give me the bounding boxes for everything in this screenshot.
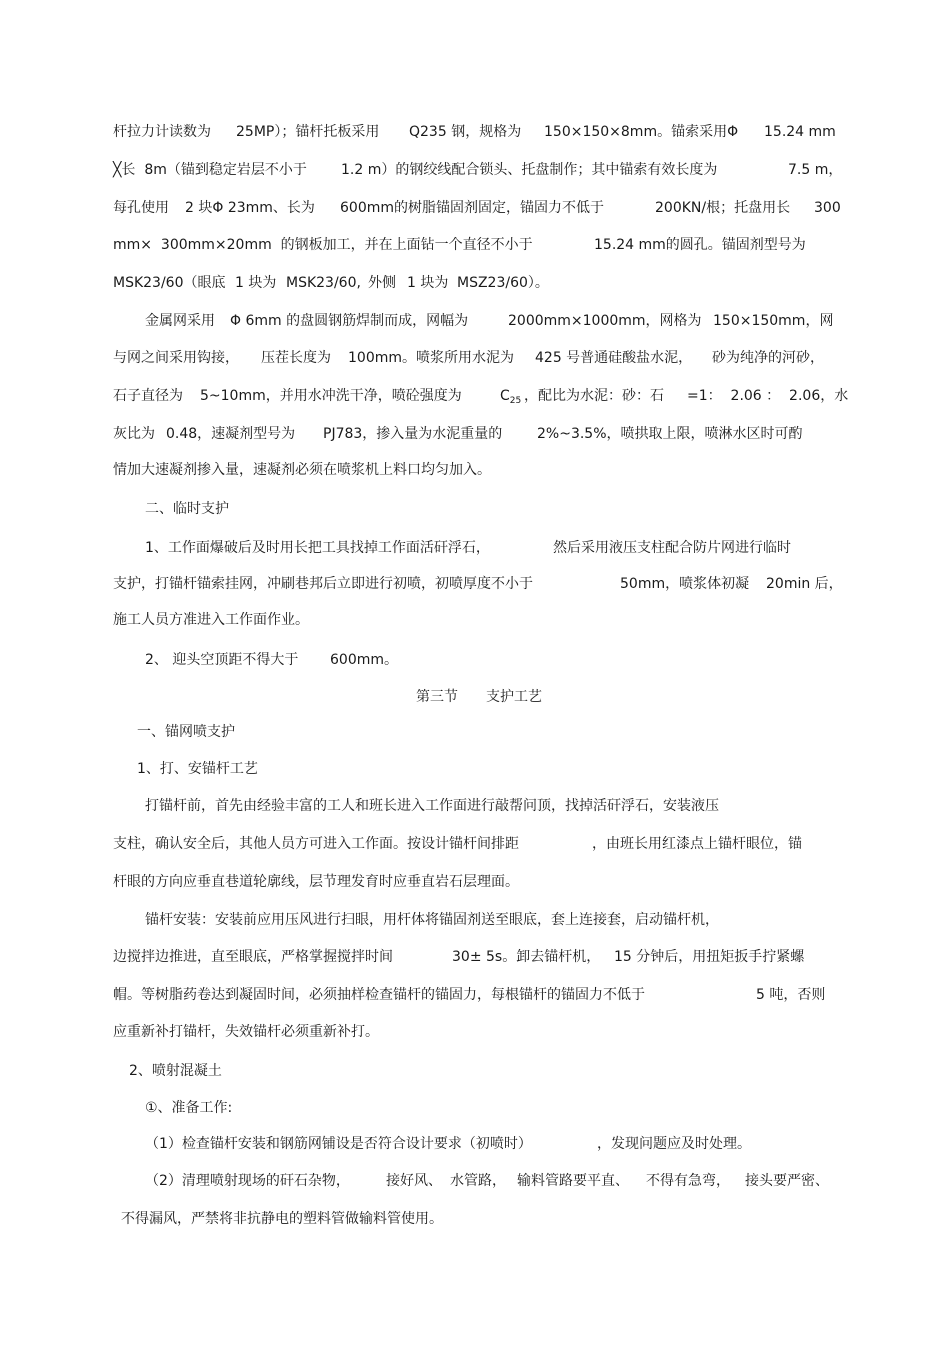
- paragraph-3-line-3: [0, 611, 309, 647]
- heading-text: 2、喷射混凝土: [129, 1063, 222, 1079]
- text-segment: （2）清理喷射现场的矸石杂物，: [145, 1173, 350, 1189]
- text-segment: ，发现问题应及时处理。: [597, 1136, 751, 1152]
- text-segment: 600mm的树脂锚固剂固定，锚固力不低于: [340, 200, 604, 216]
- text-segment: ，配比为水泥：砂：石: [524, 388, 664, 404]
- text-segment: 水管路，: [450, 1173, 506, 1189]
- text-segment: 帽。等树脂药卷达到凝固时间，必须抽样检查锚杆的锚固力，每根锚杆的锚固力不低于: [113, 987, 645, 1003]
- text-segment: 打锚杆前，首先由经验丰富的工人和班长进入工作面进行敲帮问顶，找掉活矸浮石，安装液压: [145, 798, 719, 814]
- text-segment: 2 块Φ 23mm、长为: [185, 200, 315, 216]
- text-segment: ╳长 8m（锚到稳定岩层不小于: [113, 162, 307, 178]
- text-segment: 7.5 m，: [788, 162, 843, 178]
- text-segment: 150×150mm，网: [713, 313, 834, 329]
- section-number: 第三节: [416, 689, 458, 705]
- text-segment: 5 吨，否则: [756, 987, 826, 1003]
- text-segment: 1 块为: [235, 275, 277, 291]
- text-segment: 15 分钟后，用扭矩扳手拧紧螺: [614, 949, 805, 965]
- text-segment: 石子直径为: [113, 388, 183, 404]
- paragraph-8-line-2: [0, 1210, 443, 1246]
- heading-text: 一、锚网喷支护: [137, 724, 235, 740]
- text-segment: 50mm，喷浆体初凝: [620, 576, 750, 592]
- text-segment: PJ783，掺入量为水泥重量的: [323, 426, 503, 442]
- text-segment: =1： 2.06 ： 2.06，水: [687, 388, 849, 404]
- text-segment: 输料管路要平直、: [517, 1173, 629, 1189]
- heading-text: ①、准备工作:: [145, 1100, 233, 1116]
- text-segment: 锚杆安装：安装前应用压风进行扫眼，用杆体将锚固剂送至眼底，套上连接套，启动锚杆机，: [145, 912, 719, 928]
- text-segment: Φ 6mm 的盘圆钢筋焊制而成，网幅为: [230, 313, 469, 329]
- text-segment: 15.24 mm: [764, 124, 836, 140]
- concrete-grade: [500, 387, 521, 410]
- text-segment: 200KN/根；托盘用长: [655, 200, 791, 216]
- text-segment: 0.48，速凝剂型号为: [166, 426, 296, 442]
- grade-letter: C: [500, 388, 510, 404]
- text-segment: 25MP）；锚杆托板采用: [236, 124, 380, 140]
- text-segment: MSZ23/60）。: [457, 275, 549, 291]
- heading-temporary-support: [0, 500, 229, 536]
- text-segment: 15.24 mm的圆孔。锚固剂型号为: [594, 237, 806, 253]
- text-segment: 杆眼的方向应垂直巷道轮廓线，层节理发育时应垂直岩石层理面。: [113, 874, 519, 890]
- text-segment: 不得漏风，严禁将非抗静电的塑料管做输料管使用。: [121, 1211, 443, 1227]
- heading-shotcrete: [0, 1062, 222, 1098]
- heading-bolt-process: [0, 760, 258, 796]
- text-segment: MSK23/60（眼底: [113, 275, 226, 291]
- heading-text: 1、打、安锚杆工艺: [137, 761, 258, 777]
- paragraph-6-line-1: [0, 911, 719, 947]
- text-segment: 2、 迎头空顶距不得大于: [145, 652, 299, 668]
- text-segment: 接好风、: [386, 1173, 442, 1189]
- text-segment: 施工人员方准进入工作面作业。: [113, 612, 309, 628]
- paragraph-6-line-4: [0, 1023, 379, 1059]
- text-segment: 1 块为: [407, 275, 449, 291]
- heading-bolt-mesh-support: [0, 723, 235, 759]
- text-segment: 砂为纯净的河砂，: [712, 350, 824, 366]
- grade-subscript: 25: [509, 396, 522, 406]
- paragraph-5-line-3: [0, 873, 519, 909]
- text-segment: 支护，打锚杆锚索挂网，冲刷巷邦后立即进行初喷，初喷厚度不小于: [113, 576, 533, 592]
- text-segment: Q235 钢，规格为: [409, 124, 522, 140]
- text-segment: mm× 300mm×20mm 的钢板加工，并在上面钻一个直径不小于: [113, 237, 533, 253]
- text-segment: 5~10mm，并用水冲洗干净，喷砼强度为: [200, 388, 462, 404]
- section-name: 支护工艺: [486, 689, 542, 705]
- paragraph-5-line-1: [0, 797, 719, 833]
- text-segment: 1.2 m）的钢绞线配合锁头、托盘制作；其中锚索有效长度为: [341, 162, 718, 178]
- text-segment: 支柱，确认安全后，其他人员方可进入工作面。按设计锚杆间排距: [113, 836, 519, 852]
- text-segment: 接头要严密、: [745, 1173, 829, 1189]
- text-segment: （1）检查锚杆安装和钢筋网铺设是否符合设计要求（初喷时）: [145, 1136, 532, 1152]
- text-segment: 外侧: [368, 275, 396, 291]
- text-segment: 150×150×8mm。锚索采用Φ: [544, 124, 739, 140]
- text-segment: ，由班长用红漆点上锚杆眼位，锚: [592, 836, 802, 852]
- text-segment: 1、工作面爆破后及时用长把工具找掉工作面活矸浮石，: [145, 540, 490, 556]
- heading-text: 二、临时支护: [145, 501, 229, 517]
- text-segment: 每孔使用: [113, 200, 169, 216]
- text-segment: 金属网采用: [145, 313, 215, 329]
- text-segment: 20min 后，: [766, 576, 843, 592]
- text-segment: 600mm。: [330, 652, 398, 668]
- paragraph-2-line-5: [0, 461, 491, 497]
- text-segment: 30± 5s。卸去锚杆机，: [452, 949, 601, 965]
- text-segment: MSK23/60,: [286, 275, 361, 291]
- heading-preparation: [0, 1099, 233, 1135]
- text-segment: 100mm。喷浆所用水泥为: [348, 350, 514, 366]
- text-segment: 灰比为: [113, 426, 155, 442]
- text-segment: 300: [814, 200, 841, 216]
- text-segment: 杆拉力计读数为: [113, 124, 211, 140]
- text-segment: 与网之间采用钩接，: [113, 350, 239, 366]
- text-segment: 压茬长度为: [261, 350, 331, 366]
- text-segment: 然后采用液压支柱配合防片网进行临时: [553, 540, 791, 556]
- text-segment: 应重新补打锚杆，失效锚杆必须重新补打。: [113, 1024, 379, 1040]
- text-segment: 2%~3.5%，喷拱取上限，喷淋水区时可酌: [537, 426, 803, 442]
- text-segment: 2000mm×1000mm，网格为: [508, 313, 702, 329]
- text-segment: 边搅拌边推进，直至眼底，严格掌握搅拌时间: [113, 949, 393, 965]
- text-segment: 不得有急弯，: [646, 1173, 730, 1189]
- text-segment: 情加大速凝剂掺入量，速凝剂必须在喷浆机上料口均匀加入。: [113, 462, 491, 478]
- text-segment: 425 号普通硅酸盐水泥，: [535, 350, 693, 366]
